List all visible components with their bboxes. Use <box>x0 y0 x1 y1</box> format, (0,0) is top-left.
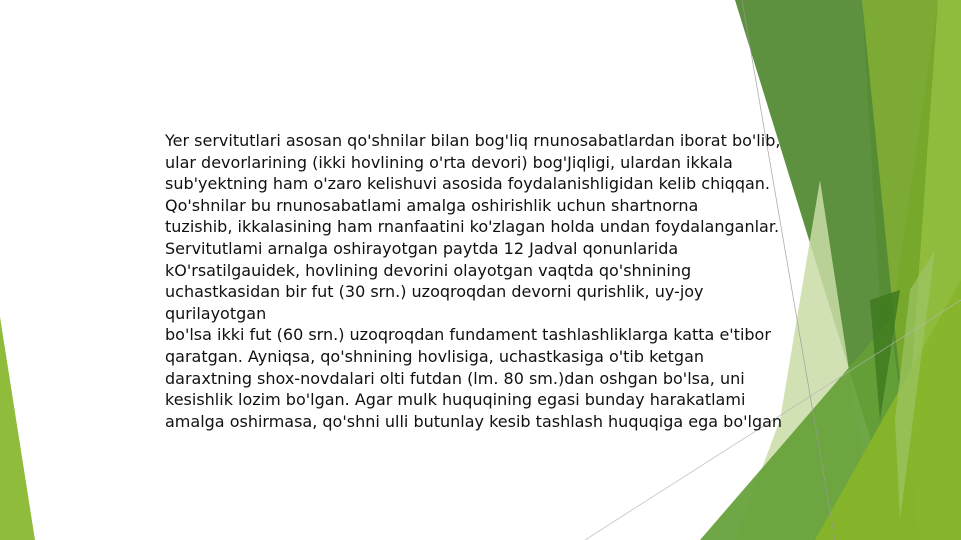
body-line: Yer servitutlari asosan qo'shnilar bilan bog'liq rnunosabatlardan iborat bo'lib, <box>165 131 781 150</box>
body-line: tuzishib, ikkalasining ham rnanfaatini ko'zlagan holda undan foydalanganlar. <box>165 217 780 237</box>
body-text <box>165 130 885 432</box>
body-line: qurilayotgan <box>165 303 267 323</box>
body-line: Qo'shnilar bu rnunosabatlami amalga oshirishlik uchun shartnorna <box>165 195 699 215</box>
body-line: sub'yektning ham o'zaro kelishuvi asosida foydalanishligidan kelib chiqqan. <box>165 174 771 194</box>
body-line: kesishlik lozim bo'lgan. Agar mulk huquqining egasi bunday harakatlami <box>165 390 746 410</box>
body-line: Servitutlami arnalga oshirayotgan paytda 12 Jadval qonunlarida <box>165 238 679 258</box>
body-line: kO'rsatilgauidek, hovlining devorini olayotgan vaqtda qo'shnining <box>165 260 692 280</box>
body-line: ular devorlarining (ikki hovlining o'rta devori) bog'Jiqligi, ulardan ikkala <box>165 152 733 172</box>
body-line: qaratgan. Ayniqsa, qo'shnining hovlisiga, uchastkasiga o'tib ketgan <box>165 346 705 366</box>
body-line: daraxtning shox-novdalari olti futdan (lm. 80 sm.)dan oshgan bo'lsa, uni <box>165 368 745 388</box>
body-line: uchastkasidan bir fut (30 srn.) uzoqroqdan devorni qurishlik, uy-joy <box>165 282 704 302</box>
left-triangle-shape <box>0 317 35 540</box>
body-line: amalga oshirmasa, qo'shni ulli butunlay kesib tashlash huquqiga ega bo'lgan <box>165 411 783 431</box>
body-line: bo'lsa ikki fut (60 srn.) uzoqroqdan fundament tashlashliklarga katta e'tibor <box>165 325 771 345</box>
